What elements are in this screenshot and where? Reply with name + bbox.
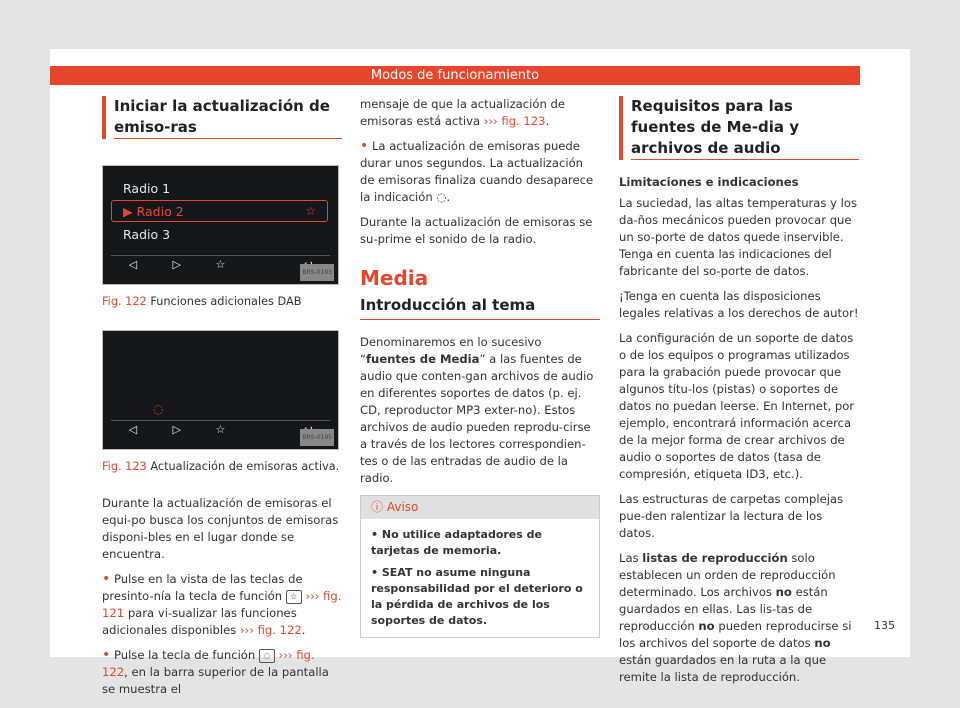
notice-item: • SEAT no asume ninguna responsabilidad por el deterioro o la pérdida de archivos de los soportes de datos. <box>371 566 583 627</box>
column-3 <box>619 96 859 694</box>
star-icon: ☆ <box>215 422 226 436</box>
paragraph: ¡Tenga en cuenta las disposiciones legales relativas a los derechos de autor! <box>619 289 859 320</box>
figure-122: Radio 1 ▶ Radio 2 ☆ Radio 3 ◁ ▷ ☆ BRS-0193 <box>102 165 339 285</box>
bullet-item: • Pulse la tecla de función ◌ ››› fig. 122, en la barra superior de la pantalla se muestra el <box>102 647 329 696</box>
paragraph: Las listas de reproducción solo establecen un orden de reproducción determinado. Los archivos no están guardados en ellas. Las lis-tas de reproducción no pueden reproducirse si los archivos del soporte de datos no están guardados en la ruta a la que remite la lista de reproducción. <box>619 551 852 684</box>
section-subtitle: Introducción al tema <box>360 297 600 320</box>
notice-header: ⓘ Aviso <box>361 496 599 519</box>
paragraph: La configuración de un soporte de datos o de los equipos o programas utilizados para la grabación puede provocar que algunos títu-los (pistas) o soportes de datos no puedan leerse. En Internet, por ejemplo, encontrará información acerca de la mejor forma de crear archivos de audio o soportes de datos (tasa de compresión, etiqueta ID3, etc.). <box>619 331 855 481</box>
paragraph: Durante la actualización de emisoras se su-prime el sonido de la radio. <box>360 215 593 246</box>
paragraph: Durante la actualización de emisoras el equi-po busca los conjuntos de emisoras disponi-bles en el lugar donde se encuentra. <box>102 496 339 561</box>
softkey-bar <box>111 255 330 272</box>
star-icon: ☆ <box>305 204 316 218</box>
refresh-key-icon: ◌ <box>259 649 275 663</box>
chapter-header: Modos de funcionamiento <box>50 66 860 85</box>
next-icon: ▷ <box>172 257 181 271</box>
page-number: 135 <box>874 619 895 632</box>
info-icon: ⓘ <box>371 500 384 514</box>
section-title: Media <box>360 266 429 290</box>
star-icon: ☆ <box>215 257 226 271</box>
spinner-icon: ◌ <box>436 190 447 204</box>
prev-icon: ◁ <box>128 257 138 271</box>
column-2 <box>360 96 600 638</box>
section-heading: Requisitos para las fuentes de Me-dia y archivos de audio <box>619 96 859 160</box>
star-key-icon: ☆ <box>286 590 302 604</box>
next-icon: ▷ <box>172 422 181 436</box>
bullet-item: • La actualización de emisoras puede durar unos segundos. La actualización de emisoras finaliza cuando desaparece la indicación ◌. <box>360 138 594 204</box>
play-icon: ▶ <box>123 204 133 219</box>
figure-caption: Fig. 122 Funciones adicionales DAB <box>102 295 302 308</box>
notice-box <box>360 495 600 638</box>
paragraph: mensaje de que la actualización de emisoras está activa ››› fig. 123. <box>360 97 565 128</box>
section-heading: Iniciar la actualización de emiso-ras <box>102 96 342 139</box>
notice-item: • No utilice adaptadores de tarjetas de memoria. <box>371 528 542 557</box>
prev-icon: ◁ <box>128 422 138 436</box>
paragraph: Denominaremos en lo sucesivo “fuentes de Media” a las fuentes de audio que conten-gan archivos de audio en diferentes soportes de datos (p. ej. CD, reproductor MP3 exter-no). Estos archivos de audio pueden reprodu-cirse a través de los lectores correspondien-tes o de las entradas de audio de la radio. <box>360 335 594 485</box>
bullet-item: • Pulse en la vista de las teclas de presinto-nía la tecla de función ☆ ››› fig. 121 para vi-sualizar las funciones adicionales disponibles ››› fig. 122. <box>102 571 342 637</box>
paragraph: La suciedad, las altas temperaturas y los da-ños mecánicos pueden provocar que un so-porte de datos quede inservible. Tenga en cuenta las indicaciones del fabricante del so-porte de datos. <box>619 196 858 278</box>
spinner-icon: ◌ <box>153 402 164 416</box>
paragraph: Las estructuras de carpetas complejas pue-den ralentizar la lectura de los datos. <box>619 492 844 540</box>
column-1 <box>102 96 342 706</box>
list-item: ▶ Radio 2 <box>123 204 184 219</box>
figure-123: ◌ ◁ ▷ ☆ BRS-0195 <box>102 330 339 450</box>
list-item: Radio 1 <box>123 181 171 196</box>
list-item: Radio 3 <box>123 227 171 242</box>
figure-caption: Fig. 123 Actualización de emisoras activa. <box>102 460 340 473</box>
softkey-bar <box>111 420 330 437</box>
subheading: Limitaciones e indicaciones <box>619 175 799 189</box>
